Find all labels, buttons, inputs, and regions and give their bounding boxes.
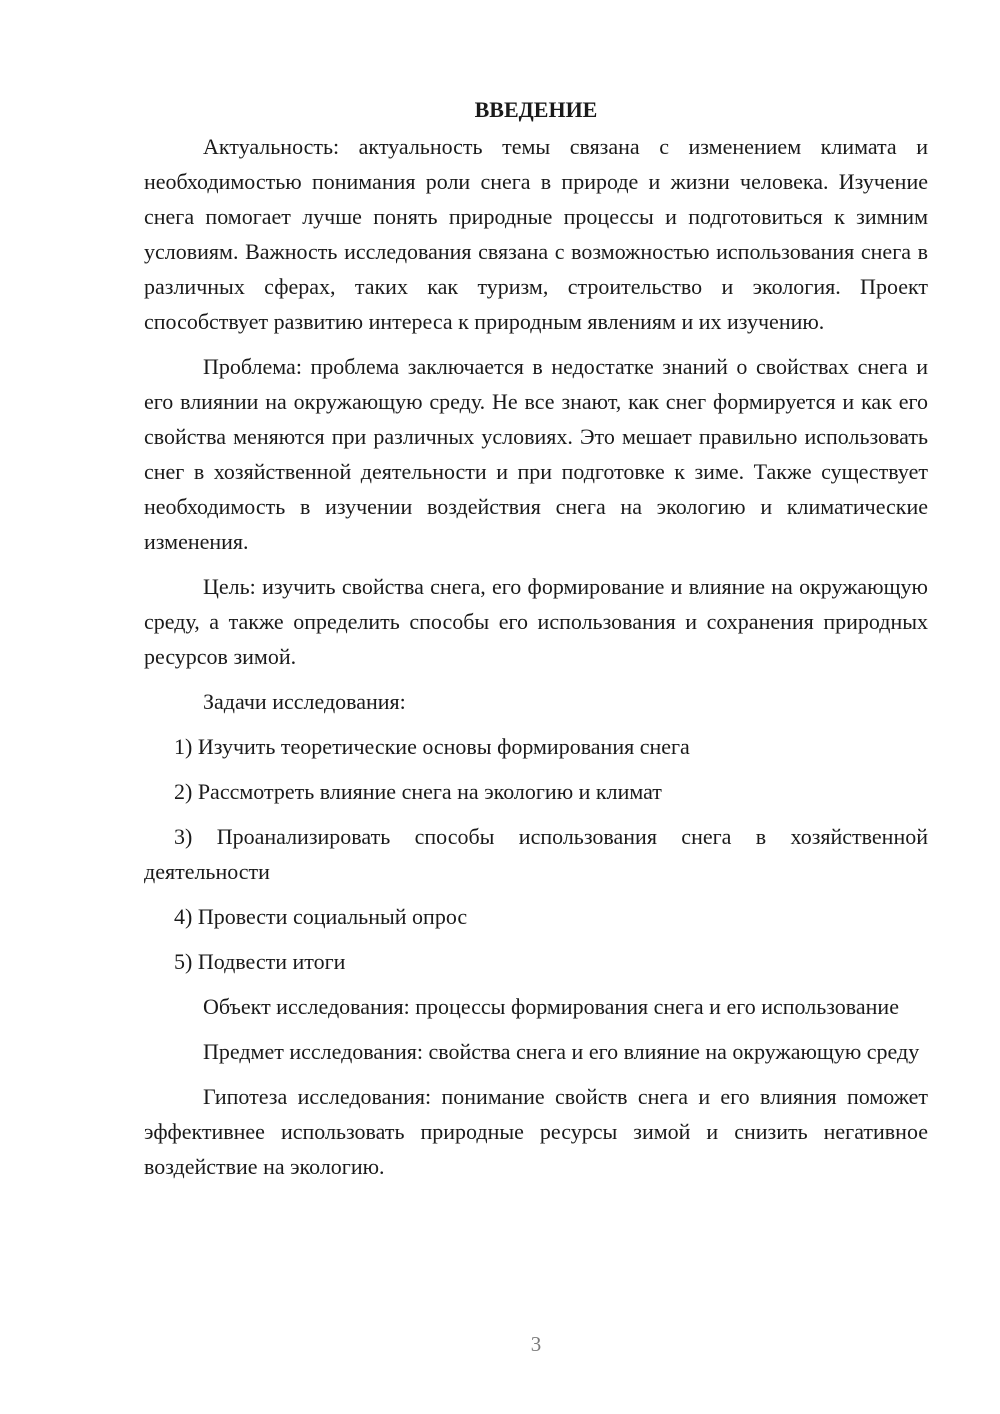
tasks-heading: Задачи исследования:: [203, 689, 406, 714]
subject-paragraph: Предмет исследования: свойства снега и его влияние на окружающую среду: [203, 1039, 920, 1064]
hypothesis-paragraph: Гипотеза исследования: понимание свойств снега и его влияния поможет эффективнее использовать природные ресурсы зимой и снизить негативное воздействие на экологию.: [144, 1084, 928, 1179]
page-number: 3: [530, 1332, 542, 1356]
object-paragraph: Объект исследования: процессы формирования снега и его использование: [203, 994, 899, 1019]
tasks-list: [144, 729, 928, 979]
page-title: ВВЕДЕНИЕ: [474, 97, 598, 122]
relevance-paragraph: Актуальность: актуальность темы связана с изменением климата и необходимостью понимания роли снега в природе и жизни человека. Изучение снега помогает лучше понять природные процессы и подготовиться к зимним условиям. Важность исследования связана с возможностью использования снега в различных сферах, таких как туризм, строительство и экология. Проект способствует развитию интереса к природным явлениям и их изучению.: [144, 134, 928, 334]
goal-paragraph: Цель: изучить свойства снега, его формирование и влияние на окружающую среду, а также определить способы его использования и сохранения природных ресурсов зимой.: [144, 574, 928, 669]
problem-paragraph: Проблема: проблема заключается в недостатке знаний о свойствах снега и его влиянии на окружающую среду. Не все знают, как снег формируется и как его свойства меняются при различных условиях. Это мешает правильно использовать снег в хозяйственной деятельности и при подготовке к зиме. Также существует необходимость в изучении воздействия снега на экологию и климатические изменения.: [144, 354, 928, 554]
list-item: 4) Провести социальный опрос: [174, 904, 468, 929]
list-item: 1) Изучить теоретические основы формирования снега: [174, 734, 690, 759]
list-item: 5) Подвести итоги: [174, 949, 346, 974]
document-page: [144, 92, 928, 1194]
list-item: 2) Рассмотреть влияние снега на экологию и климат: [174, 779, 662, 804]
list-item: 3) Проанализировать способы использования снега в хозяйственной деятельности: [144, 824, 928, 884]
